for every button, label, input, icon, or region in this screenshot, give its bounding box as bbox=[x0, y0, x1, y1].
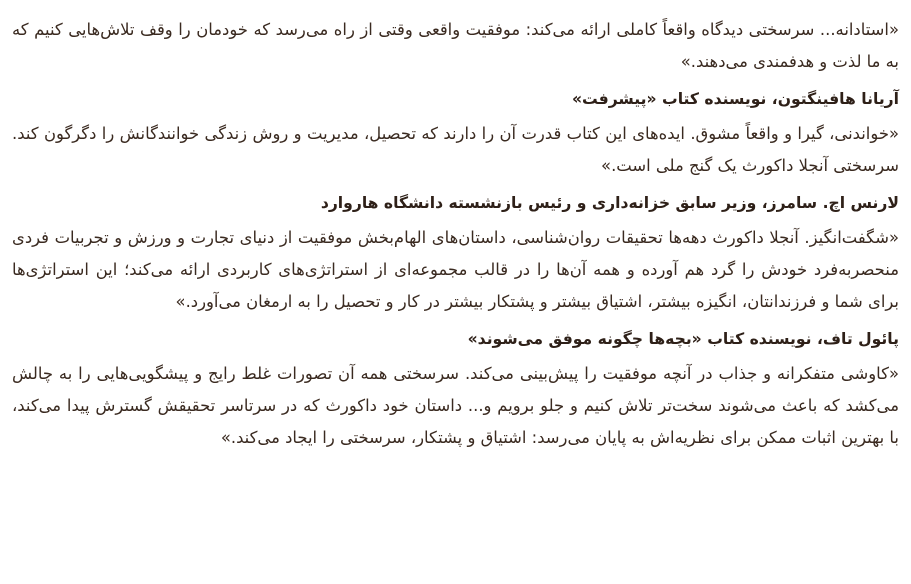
endorsement-attribution-1: آریانا هافینگتون، نویسنده کتاب «پیشرفت» bbox=[571, 90, 899, 108]
endorsement-quote-3: «شگفت‌انگیز. آنجلا داکورث دهه‌ها تحقیقات روان‌شناسی، داستان‌های الهام‌بخش موفقیت از دنیای تجارت و ورزش و تجربیات فردی منحصربه‌فرد خودش را گرد هم آورده و همه آن‌ها را در قالب مجموعه‌ای از استراتژی‌های کاربردی ارائه می‌کند؛ این استراتژی‌ها برای شما و فرزندانتان، انگیزه بیشتر، اشتیاق بیشتر و پشتکار بیشتر در کار و تحصیل را به ارمغان می‌آورد.» bbox=[12, 228, 899, 311]
endorsement-quote-2: «خواندنی، گیرا و واقعاً مشوق. ایده‌های این کتاب قدرت آن را دارند که تحصیل، مدیریت و روش زندگی خوانندگانش را دگرگون کند. سرسختی آنجلا داکورث یک گنج ملی است.» bbox=[12, 124, 899, 175]
endorsement-quote-1: «استادانه... سرسختی دیدگاه واقعاً کاملی ارائه می‌کند: موفقیت واقعی وقتی از راه می‌رسد که خودمان را وقف تلاش‌هایی کنیم که به ما لذت و هدفمندی می‌دهند.» bbox=[12, 20, 899, 71]
endorsement-quote-4: «کاوشی متفکرانه و جذاب در آنچه موفقیت را پیش‌بینی می‌کند. سرسختی همه آن تصورات غلط رایج و پیشگویی‌هایی را به چالش می‌کشد که باعث می‌شوند سخت‌تر تلاش کنیم و جلو برویم و... داستان خود داکورث که در سرتاسر تحقیقش گسترش پیدا می‌کند، با بهترین اثبات ممکن برای نظریه‌اش به پایان می‌رسد: اشتیاق و پشتکار، سرسختی را ایجاد می‌کند.» bbox=[12, 364, 899, 447]
endorsements-page bbox=[12, 14, 899, 454]
endorsement-attribution-3: پائول تاف، نویسنده کتاب «بچه‌ها چگونه موفق می‌شوند» bbox=[467, 330, 899, 348]
endorsement-attribution-2: لارنس اچ. سامرز، وزیر سابق خزانه‌داری و رئیس بازنشسته دانشگاه هاروارد bbox=[320, 194, 899, 212]
